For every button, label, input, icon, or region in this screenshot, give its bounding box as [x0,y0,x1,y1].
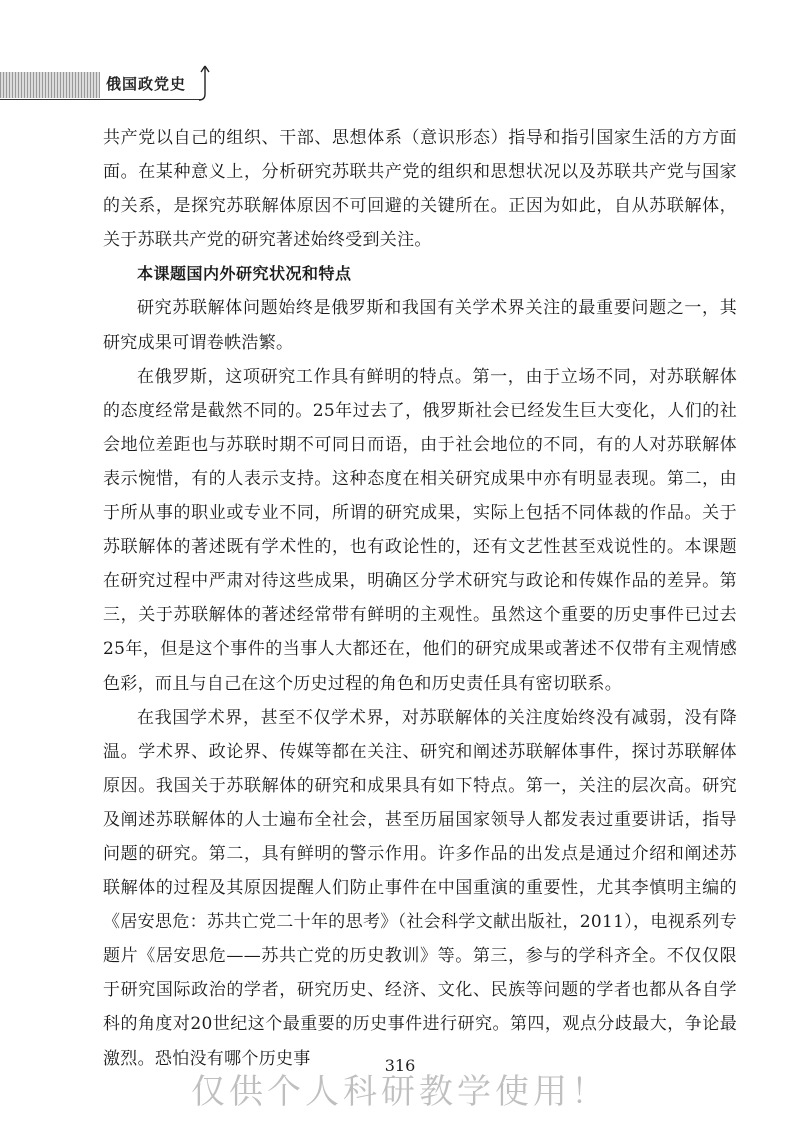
header-shaded-bar [0,72,100,98]
paragraph-1: 共产党以自己的组织、干部、思想体系（意识形态）指导和指引国家生活的方方面面。在某种意义上，分析研究苏联共产党的组织和思想状况以及苏联共产党与国家的关系，是探究苏联解体原因不可回避的关键所在。正因为如此，自从苏联解体，关于苏联共产党的研究著述始终受到关注。 [103,128,737,251]
watermark-text: 仅供个人科研教学使用！ [191,1072,609,1112]
running-header-title: 俄国政党史 [106,75,187,93]
paragraph-4: 在我国学术界，甚至不仅学术界，对苏联解体的关注度始终没有减弱，没有降温。学术界、政论界、传媒等都在关注、研究和阐述苏联解体事件，探讨苏联解体原因。我国关于苏联解体的研究和成果具有如下特点。第一，关注的层次高。研究及阐述苏联解体的人士遍布全社会，甚至历届国家领导人都发表过重要讲话，指导问题的研究。第二，具有鲜明的警示作用。许多作品的出发点是通过介绍和阐述苏联解体的过程及其原因提醒人们防止事件在中国重演的重要性，尤其李慎明主编的《居安思危：苏共亡党二十年的思考》（社会科学文献出版社，2011），电视系列专题片《居安思危——苏共亡党的历史教训》等。第三，参与的学科齐全。不仅仅限于研究国际政治的学者，研究历史、经济、文化、民族等问题的学者也都从各自学科的角度对20世纪这个最重要的历史事件进行研究。第四，观点分歧最大，争论最激烈。恐怕没有哪个历史事 [103,707,737,1069]
header-rule [0,99,202,100]
main-text [103,121,737,1076]
page-number: 316 [384,1056,416,1075]
header-bracket-arrow-icon [198,64,212,104]
paragraph-3: 在俄罗斯，这项研究工作具有鲜明的特点。第一，由于立场不同，对苏联解体的态度经常是截然不同的。25年过去了，俄罗斯社会已经发生巨大变化，人们的社会地位差距也与苏联时期不可同日而语，由于社会地位的不同，有的人对苏联解体表示惋惜，有的人表示支持。这种态度在相关研究成果中亦有明显表现。第二，由于所从事的职业或专业不同，所谓的研究成果，实际上包括不同体裁的作品。关于苏联解体的著述既有学术性的，也有政论性的，还有文艺性甚至戏说性的。本课题在研究过程中严肃对待这些成果，明确区分学术研究与政论和传媒作品的差异。第三，关于苏联解体的著述经常带有鲜明的主观性。虽然这个重要的历史事件已过去25年，但是这个事件的当事人大都还在，他们的研究成果或著述不仅带有主观情感色彩，而且与自己在这个历史过程的角色和历史责任具有密切联系。 [103,366,737,694]
section-heading: 本课题国内外研究状况和特点 [137,264,352,284]
paragraph-2: 研究苏联解体问题始终是俄罗斯和我国有关学术界关注的最重要问题之一，其研究成果可谓卷帙浩繁。 [103,298,737,353]
